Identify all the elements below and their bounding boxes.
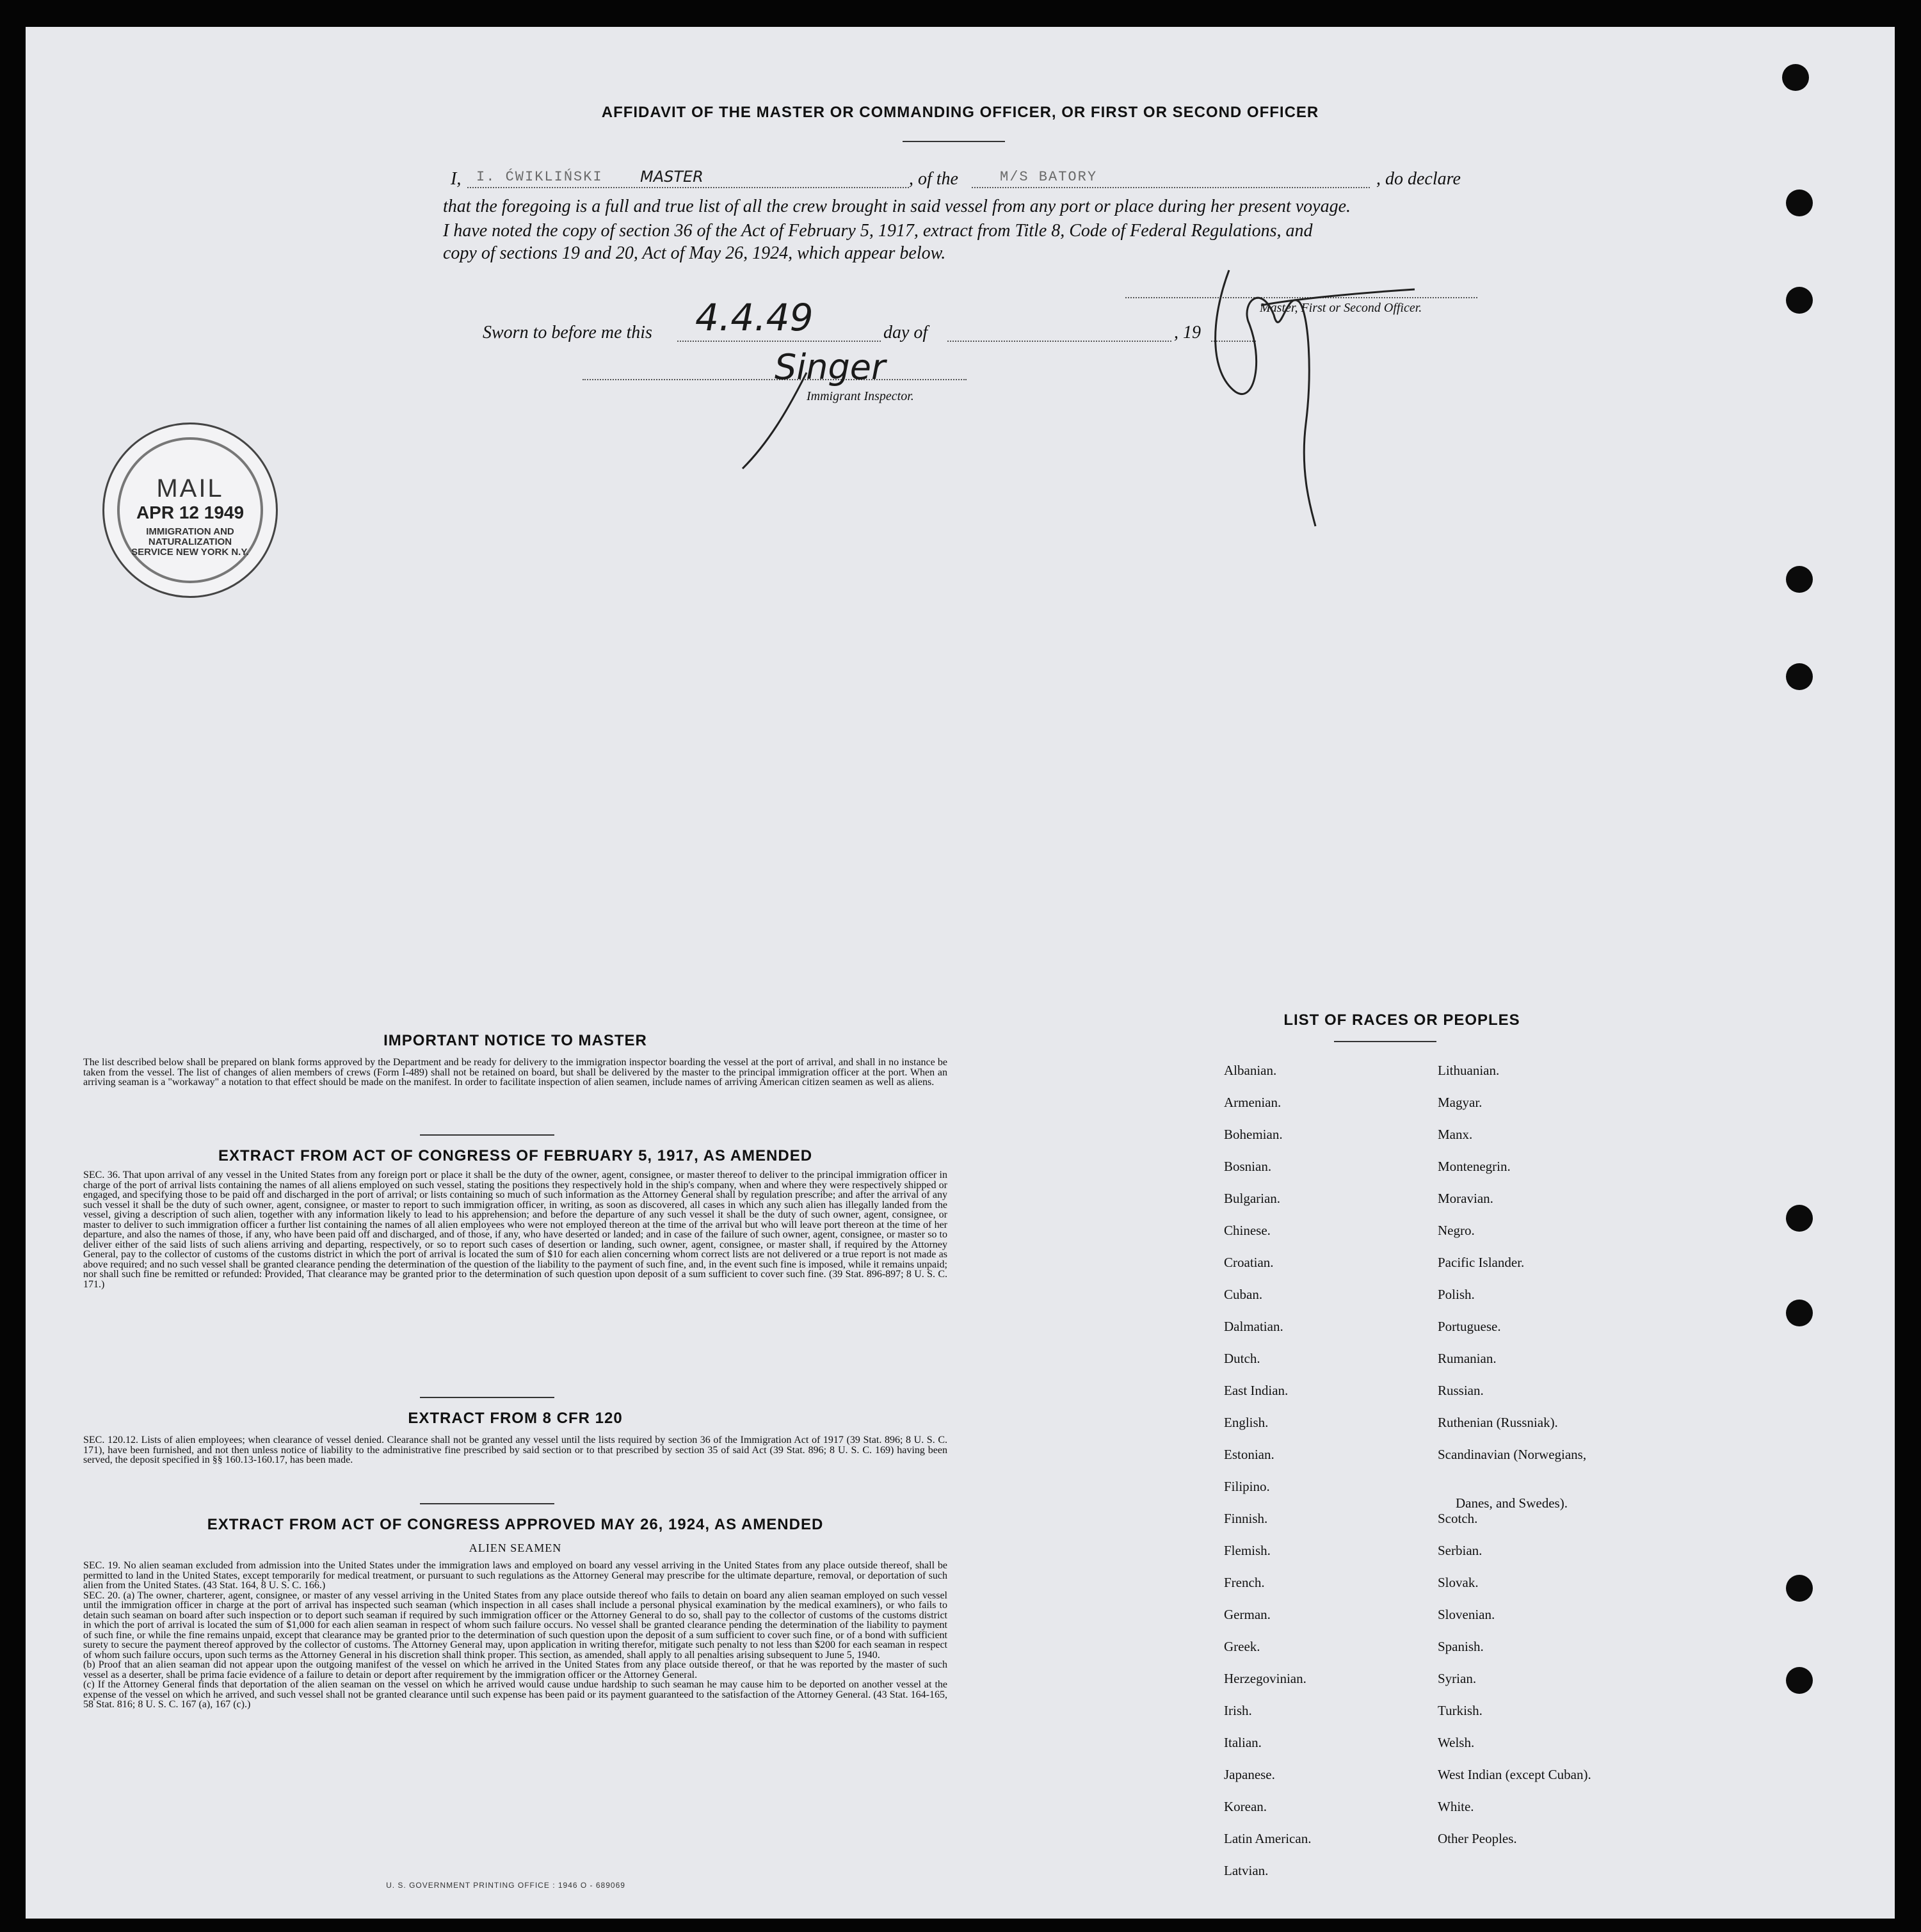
- race-item: Armenian.: [1224, 1095, 1282, 1110]
- extract-8cfr-title: EXTRACT FROM 8 CFR 120: [408, 1410, 623, 1427]
- race-item: German.: [1224, 1607, 1271, 1622]
- binder-hole: [1782, 64, 1809, 91]
- sworn-date: 4.4.49: [695, 296, 814, 339]
- race-item: Magyar.: [1438, 1095, 1483, 1110]
- race-item: Estonian.: [1224, 1447, 1274, 1462]
- divider-2: [420, 1397, 554, 1398]
- master-rank: MASTER: [640, 168, 703, 186]
- declaration-line-3: I have noted the copy of section 36 of the Act of February 5, 1917, extract from Title 8, Code of Federal Regulations, and: [443, 221, 1313, 241]
- declaration-line-2: that the foregoing is a full and true list of all the crew brought in said vessel from any port or place during her present voyage.: [443, 197, 1351, 216]
- stamp-agency: IMMIGRATION AND NATURALIZATION SERVICE NEW YORK N.Y.: [131, 526, 249, 558]
- extract-1924-sec19: [83, 1561, 947, 1710]
- race-item: Cuban.: [1224, 1287, 1263, 1302]
- binder-hole: [1786, 566, 1813, 593]
- title-divider: [903, 141, 1005, 142]
- race-item: Danes, and Swedes).: [1456, 1495, 1568, 1511]
- race-item: Syrian.: [1438, 1671, 1477, 1686]
- race-item: Scandinavian (Norwegians,: [1438, 1447, 1587, 1462]
- race-item: Dalmatian.: [1224, 1319, 1283, 1334]
- divider-3: [420, 1503, 554, 1504]
- race-item: English.: [1224, 1415, 1269, 1430]
- races-title: LIST OF RACES OR PEOPLES: [1283, 1011, 1520, 1029]
- race-item: Polish.: [1438, 1287, 1475, 1302]
- race-item: Irish.: [1224, 1703, 1252, 1718]
- binder-hole: [1786, 1667, 1813, 1694]
- race-item: Greek.: [1224, 1639, 1260, 1654]
- race-item: Welsh.: [1438, 1735, 1475, 1750]
- binder-hole: [1786, 1205, 1813, 1232]
- race-item: Italian.: [1224, 1735, 1262, 1750]
- extract-1924-title: EXTRACT FROM ACT OF CONGRESS APPROVED MAY 26, 1924, AS AMENDED: [207, 1516, 824, 1533]
- vessel-name: M/S BATORY: [1000, 169, 1098, 185]
- race-item: Lithuanian.: [1438, 1063, 1500, 1078]
- race-item: East Indian.: [1224, 1383, 1289, 1398]
- race-item: Latin American.: [1224, 1831, 1312, 1846]
- race-item: Latvian.: [1224, 1863, 1269, 1878]
- race-item: Bohemian.: [1224, 1127, 1283, 1142]
- stamp-date: APR 12 1949: [136, 503, 245, 522]
- race-item: Albanian.: [1224, 1063, 1277, 1078]
- document-page: [26, 27, 1895, 1919]
- sec-20b: (b) Proof that an alien seaman did not appear upon the outgoing manifest of the vessel on which he arrived in the United States from any place outside thereof, or that he was reported by the master of such vessel as a deserter, shall be prima facie evidence of a failure to detain or deport after requirement by the immigration officer or the Attorney General.: [83, 1659, 947, 1680]
- race-item: Russian.: [1438, 1383, 1484, 1398]
- binder-hole: [1786, 1300, 1813, 1326]
- race-item: Flemish.: [1224, 1543, 1271, 1558]
- stamp-mail: MAIL: [156, 474, 224, 503]
- race-item: West Indian (except Cuban).: [1438, 1767, 1591, 1782]
- sworn-day-line: [677, 341, 881, 342]
- month-line: [947, 341, 1171, 342]
- race-item: Dutch.: [1224, 1351, 1260, 1366]
- race-item: Filipino.: [1224, 1479, 1270, 1494]
- master-signature: [1203, 245, 1434, 539]
- binder-hole: [1786, 189, 1813, 216]
- day-of-label: day of: [883, 323, 928, 342]
- race-item: Ruthenian (Russniak).: [1438, 1415, 1558, 1430]
- of-the-label: , of the: [909, 169, 958, 189]
- race-item: Rumanian.: [1438, 1351, 1497, 1366]
- binder-hole: [1786, 287, 1813, 314]
- binder-hole: [1786, 1575, 1813, 1602]
- race-item: Pacific Islander.: [1438, 1255, 1525, 1270]
- sec-20a: SEC. 20. (a) The owner, charterer, agent, consignee, or master of any vessel arriving in the United States from any place outside thereof who fails to detain on board any alien seaman employed on such vessel until the immigration officer in charge at the port of arrival has inspected such seaman (which inspection in all cases shall include a personal physical examination by the medical examiners), or who fails to detain such seaman on board after such inspection or to deport such seaman if required by such immigration officer or the Attorney General to do so, shall pay to the collector of customs of the customs district in which the port of arrival is located the sum of $1,000 for each alien seaman in respect of whom such failure occurs. No vessel shall be granted clearance pending the determination of the liability to payment of such fine, or while the fine remains unpaid, except that clearance may be granted prior to the determination of such question upon the deposit of a sum sufficient to cover such fine, or of a bond with sufficient surety to secure the payment thereof approved by the collector of customs. The Attorney General may, upon application in writing therefor, mitigate such penalty to not less than $200 for each seaman in respect of whom such failure occurs, upon such terms as the Attorney General in his discretion shall think proper. This section, as amended, shall apply to all penalties arising subsequent to June 5, 1940.: [83, 1590, 947, 1661]
- year-label: , 19: [1174, 323, 1201, 342]
- race-item: Negro.: [1438, 1223, 1475, 1238]
- extract-8cfr-body: SEC. 120.12. Lists of alien employees; when clearance of vessel denied. Clearance shall not be granted any vessel until the lists required by section 36 of the Immigration Act of 1917 (39 Stat. 896; 8 U. S. C. 171), have been furnished, and not then unless notice of liability to the administrative fine prescribed by said section or to that prescribed by section 35 of said Act (39 Stat. 896; 8 U. S. C. 169) having been served, the deposit specified in §§ 160.13-160.17, has been made.: [83, 1435, 947, 1465]
- declaration-line-4: copy of sections 19 and 20, Act of May 26, 1924, which appear below.: [443, 243, 946, 263]
- extract-1917-title: EXTRACT FROM ACT OF CONGRESS OF FEBRUARY 5, 1917, AS AMENDED: [218, 1147, 813, 1164]
- inspector-signature-flourish: [730, 360, 832, 481]
- race-item: Slovenian.: [1438, 1607, 1495, 1622]
- master-name: I. ĆWIKLIŃSKI: [476, 169, 603, 185]
- race-item: French.: [1224, 1575, 1265, 1590]
- vessel-line: [972, 187, 1370, 188]
- race-item: Korean.: [1224, 1799, 1267, 1814]
- race-item: Herzegovinian.: [1224, 1671, 1306, 1686]
- race-item: Chinese.: [1224, 1223, 1271, 1238]
- inspector-signature: Singer: [775, 347, 886, 387]
- race-item: Manx.: [1438, 1127, 1473, 1142]
- race-item: Turkish.: [1438, 1703, 1483, 1718]
- affidavit-title: AFFIDAVIT OF THE MASTER OR COMMANDING OFFICER, OR FIRST OR SECOND OFFICER: [601, 104, 1319, 121]
- printing-office-footer: U. S. GOVERNMENT PRINTING OFFICE : 1946 O - 689069: [386, 1881, 625, 1890]
- race-item: Other Peoples.: [1438, 1831, 1517, 1846]
- binder-hole: [1786, 663, 1813, 690]
- divider-1: [420, 1134, 554, 1136]
- alien-seamen-subtitle: ALIEN SEAMEN: [469, 1542, 562, 1554]
- race-item: Croatian.: [1224, 1255, 1274, 1270]
- extract-1917-body: SEC. 36. That upon arrival of any vessel in the United States from any foreign port or place it shall be the duty of the owner, agent, consignee, or master thereof to deliver to the principal immigration officer in charge of the port of arrival lists containing the names of all aliens employed on such vessel, stating the positions they respectively hold in the ship's company, when and where they were respectively shipped or engaged, and specifying those to be paid off and discharged in the port of arrival; or lists containing so much of such information as the Attorney General shall by regulation prescribe; and after the arrival of any such vessel it shall be the duty of such owner, agent, consignee, or master to report to such immigration officer, in writing, as soon as discovered, all cases in which any such alien has illegally landed from the vessel, giving a description of such alien, together with any information likely to lead to his apprehension; and before the departure of any such vessel it shall be the duty of such owner, agent, consignee, or master to deliver to such immigration officer a further list containing the names of all alien employees who were not employed thereon at the time of the arrival but who will leave port thereon at the time of her departure, and also the names of those, if any, who have been paid off and discharged, and of those, if any, who have deserted or landed; and in case of the failure of such owner, agent, consignee, or master so to deliver either of the said lists of such aliens arriving and departing, respectively, or so to report such cases of desertion or landing, such owner, agent, consignee, or master shall, if required by the Attorney General, pay to the collector of customs of the customs district in which the port of arrival is located the sum of $10 for each alien concerning whom correct lists are not delivered or a true report is not made as above required; and no such vessel shall be granted clearance pending the determination of the question of the liability to the payment of such fine, and, in the event such fine is imposed, while it remains unpaid; nor shall such fine be remitted or refunded: Provided, That clearance may be granted prior to the determination of such question upon deposit of a sum sufficient to cover such fine. (39 Stat. 896-897; 8 U. S. C. 171.): [83, 1170, 947, 1290]
- race-item: Scotch.: [1438, 1511, 1478, 1526]
- race-item: Japanese.: [1224, 1767, 1275, 1782]
- mail-postmark-stamp: [102, 423, 278, 598]
- race-item: Bosnian.: [1224, 1159, 1272, 1174]
- sec-19: SEC. 19. No alien seaman excluded from admission into the United States under the immigration laws and employed on board any vessel arriving in the United States from any place outside thereof, shall be permitted to land in the United States, except temporarily for medical treatment, or pursuant to such regulations as the Attorney General may prescribe for the ultimate departure, removal, or deportation of such alien from the United States. (43 Stat. 164, 8 U. S. C. 166.): [83, 1560, 947, 1591]
- race-item: Montenegrin.: [1438, 1159, 1511, 1174]
- declaration-i: I,: [451, 169, 462, 189]
- race-item: Serbian.: [1438, 1543, 1483, 1558]
- race-item: White.: [1438, 1799, 1474, 1814]
- master-name-line: [467, 187, 909, 188]
- race-item: Bulgarian.: [1224, 1191, 1281, 1206]
- inspector-label: Immigrant Inspector.: [807, 389, 914, 403]
- races-divider: [1334, 1041, 1436, 1042]
- race-item: Slovak.: [1438, 1575, 1479, 1590]
- master-signature-label: Master, First or Second Officer.: [1260, 301, 1422, 315]
- race-item: Moravian.: [1438, 1191, 1493, 1206]
- notice-body: The list described below shall be prepared on blank forms approved by the Department and be ready for delivery to the immigration inspector boarding the vessel at the port of arrival, and shall in no instance be taken from the vessel. The list of changes of alien members of crews (Form I-489) shall not be retained on board, but shall be delivered by the master to the principal immigration officer at the port. When an arriving seaman is a "workaway" a notation to that effect should be made on the manifest. In order to facilitate inspection of alien seamen, include names of arriving American citizen seamen as well as aliens.: [83, 1057, 947, 1088]
- race-item: Finnish.: [1224, 1511, 1268, 1526]
- race-item: Portuguese.: [1438, 1319, 1501, 1334]
- do-declare-label: , do declare: [1376, 169, 1461, 189]
- sworn-label: Sworn to before me this: [483, 323, 652, 342]
- notice-title: IMPORTANT NOTICE TO MASTER: [383, 1032, 647, 1049]
- sec-20c: (c) If the Attorney General finds that deportation of the alien seaman on the vessel on which he arrived would cause undue hardship to such seaman he may cause him to be deported on another vessel at the expense of the vessel on which he arrived, and such vessel shall not be granted clearance until such expense has been paid or its payment guaranteed to the satisfaction of the Attorney General. (43 Stat. 164-165, 58 Stat. 816; 8 U. S. C. 167 (a), 167 (c).): [83, 1679, 947, 1710]
- race-item: Spanish.: [1438, 1639, 1484, 1654]
